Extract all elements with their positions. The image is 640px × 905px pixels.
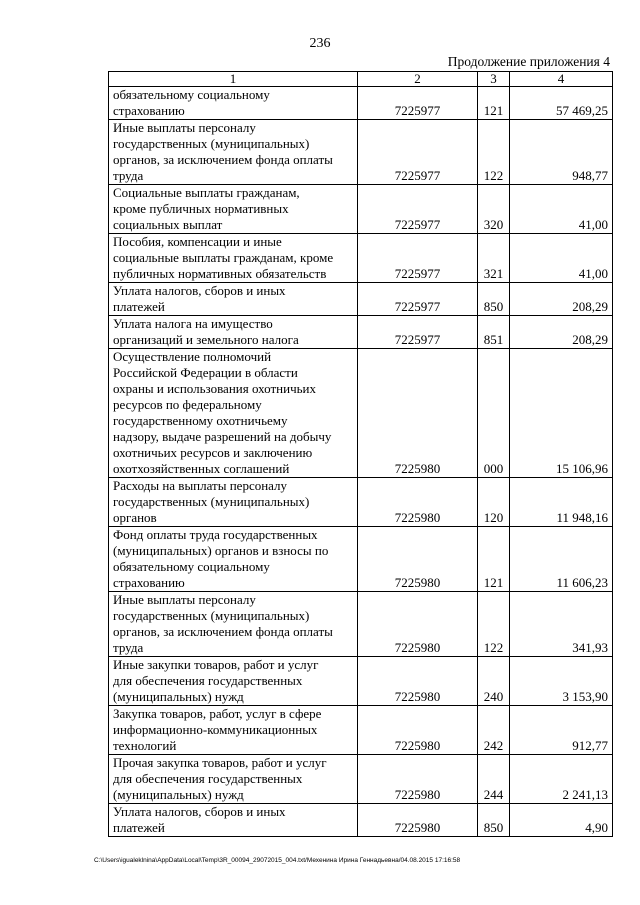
row-amount: 341,93 (510, 592, 613, 657)
row-code: 7225977 (358, 234, 478, 283)
row-expense-type: 240 (478, 657, 510, 706)
row-expense-type: 320 (478, 185, 510, 234)
row-name: Фонд оплаты труда государственных (муниципальных) органов и взносы по обязательному социальному страхованию (109, 527, 358, 592)
table-row (109, 478, 613, 527)
row-name: Иные выплаты персоналу государственных (муниципальных) органов, за исключением фонда оплаты труда (109, 120, 358, 185)
table-row (109, 87, 613, 120)
row-amount: 208,29 (510, 316, 613, 349)
row-expense-type: 850 (478, 804, 510, 837)
row-amount: 4,90 (510, 804, 613, 837)
table-row (109, 592, 613, 657)
row-amount: 11 606,23 (510, 527, 613, 592)
row-code: 7225980 (358, 349, 478, 478)
continuation-label: Продолжение приложения 4 (447, 54, 610, 69)
row-code: 7225980 (358, 478, 478, 527)
row-expense-type: 242 (478, 706, 510, 755)
row-code: 7225980 (358, 755, 478, 804)
table-row (109, 234, 613, 283)
row-name: Уплата налогов, сборов и иных платежей (109, 804, 358, 837)
row-amount: 3 153,90 (510, 657, 613, 706)
row-expense-type: 122 (478, 592, 510, 657)
header-col-4: 4 (510, 72, 613, 87)
row-expense-type: 851 (478, 316, 510, 349)
row-amount: 41,00 (510, 234, 613, 283)
table-body (109, 87, 613, 837)
row-expense-type: 000 (478, 349, 510, 478)
row-code: 7225977 (358, 283, 478, 316)
table-row (109, 706, 613, 755)
row-expense-type: 850 (478, 283, 510, 316)
row-expense-type: 121 (478, 87, 510, 120)
row-name: Закупка товаров, работ, услуг в сфере информационно-коммуникационных технологий (109, 706, 358, 755)
row-amount: 208,29 (510, 283, 613, 316)
row-code: 7225977 (358, 87, 478, 120)
row-code: 7225980 (358, 657, 478, 706)
row-amount: 2 241,13 (510, 755, 613, 804)
header-row (109, 72, 613, 87)
row-name: Расходы на выплаты персоналу государственных (муниципальных) органов (109, 478, 358, 527)
row-amount: 948,77 (510, 120, 613, 185)
budget-table (108, 71, 613, 837)
row-name: обязательному социальному страхованию (109, 87, 358, 120)
row-amount: 912,77 (510, 706, 613, 755)
header-col-3: 3 (478, 72, 510, 87)
row-code: 7225977 (358, 185, 478, 234)
row-amount: 11 948,16 (510, 478, 613, 527)
row-expense-type: 120 (478, 478, 510, 527)
header-col-1: 1 (109, 72, 358, 87)
row-expense-type: 321 (478, 234, 510, 283)
row-name: Социальные выплаты гражданам, кроме публичных нормативных социальных выплат (109, 185, 358, 234)
table-row (109, 120, 613, 185)
row-code: 7225980 (358, 804, 478, 837)
row-expense-type: 121 (478, 527, 510, 592)
table-row (109, 657, 613, 706)
page-number: 236 (309, 36, 331, 51)
file-path-footer: C:\Users\igualeklnina\AppData\Local\Temp\3R_00094_29072015_004.txt/Мехенина Ирина Геннадьевна/04.08.2015 17:16:58 (94, 857, 461, 864)
row-expense-type: 122 (478, 120, 510, 185)
row-name: Уплата налога на имущество организаций и земельного налога (109, 316, 358, 349)
row-name: Иные выплаты персоналу государственных (муниципальных) органов, за исключением фонда оплаты труда (109, 592, 358, 657)
row-code: 7225980 (358, 527, 478, 592)
row-name: Прочая закупка товаров, работ и услуг для обеспечения государственных (муниципальных) нужд (109, 755, 358, 804)
table-row (109, 755, 613, 804)
table-row (109, 527, 613, 592)
row-code: 7225977 (358, 120, 478, 185)
row-name: Пособия, компенсации и иные социальные выплаты гражданам, кроме публичных нормативных обязательств (109, 234, 358, 283)
table-row (109, 804, 613, 837)
row-name: Уплата налогов, сборов и иных платежей (109, 283, 358, 316)
table-row (109, 185, 613, 234)
row-expense-type: 244 (478, 755, 510, 804)
table-row (109, 349, 613, 478)
row-amount: 15 106,96 (510, 349, 613, 478)
header-col-2: 2 (358, 72, 478, 87)
row-name: Осуществление полномочий Российской Федерации в области охраны и использования охотничьих ресурсов по федеральному государственному охотничьему надзору, выдаче разрешений на добычу охотничьих ресурсов и заключению охотхозяйственных соглашений (109, 349, 358, 478)
row-code: 7225977 (358, 316, 478, 349)
row-amount: 41,00 (510, 185, 613, 234)
row-code: 7225980 (358, 592, 478, 657)
table-row (109, 316, 613, 349)
row-name: Иные закупки товаров, работ и услуг для обеспечения государственных (муниципальных) нужд (109, 657, 358, 706)
row-code: 7225980 (358, 706, 478, 755)
row-amount: 57 469,25 (510, 87, 613, 120)
table-row (109, 283, 613, 316)
